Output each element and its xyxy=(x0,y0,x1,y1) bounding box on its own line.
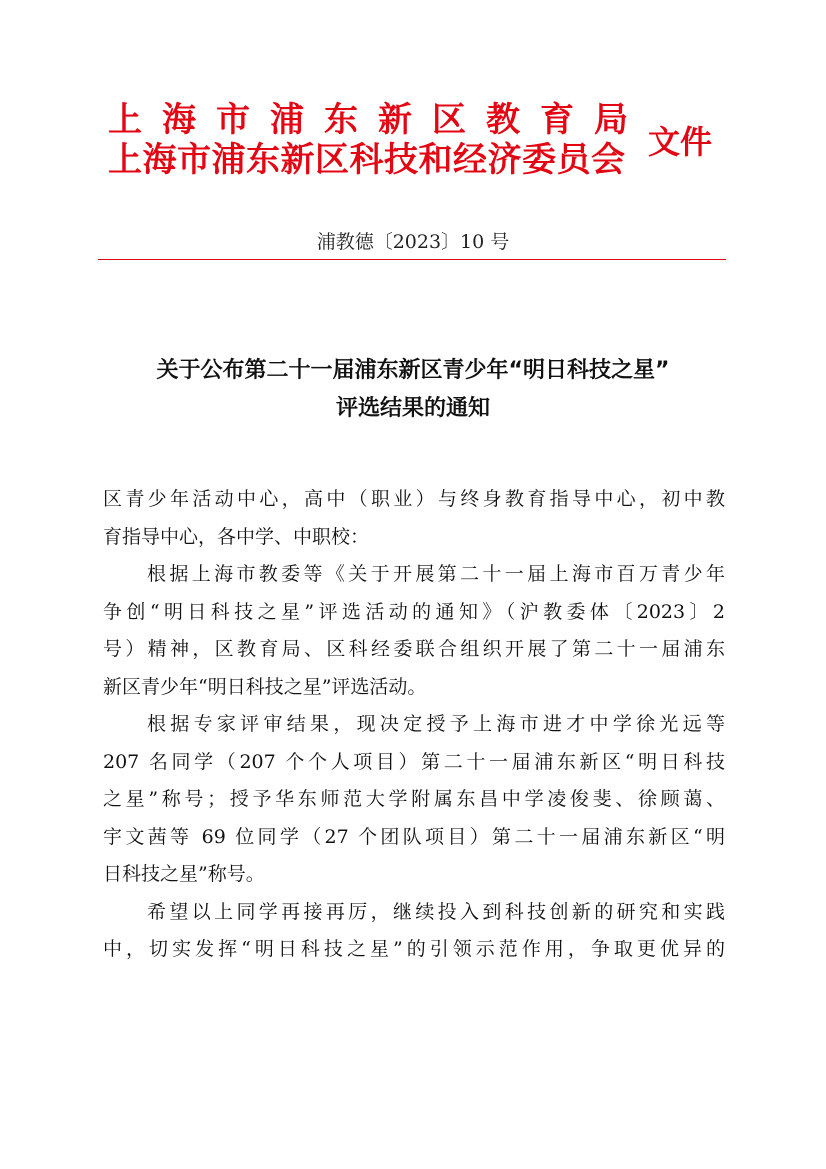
issuer-science-economy-committee: 上海市浦东新区科技和经济委员会 xyxy=(108,140,626,180)
paragraph-1-line: 根据上海市教委等《关于开展第二十一届上海市百万青少年 xyxy=(147,563,725,585)
document-number: 浦教德〔2023〕10 号 xyxy=(316,231,510,253)
document-header xyxy=(108,98,728,198)
paragraph-2-line: 之星”称号；授予华东师范大学附属东昌中学凌俊斐、徐顾蔼、 xyxy=(103,788,725,810)
title-line-2: 评选结果的通知 xyxy=(335,396,490,421)
paragraph-2-line: 宇文茜等 69 位同学（27 个团队项目）第二十一届浦东新区“明 xyxy=(103,825,725,848)
paragraph-1-line: 新区青少年“明日科技之星”评选活动。 xyxy=(103,675,427,698)
document-type-label: 文件 xyxy=(648,123,713,161)
issuer-education-bureau: 上 海 市 浦 东 新 区 教 育 局 xyxy=(108,100,628,140)
paragraph-2-line: 日科技之星”称号。 xyxy=(103,863,265,885)
paragraph-3-line: 希望以上同学再接再厉，继续投入到科技创新的研究和实践 xyxy=(147,900,725,923)
title-line-1: 关于公布第二十一届浦东新区青少年“明日科技之星” xyxy=(156,358,670,383)
paragraph-2-line: 根据专家评审结果，现决定授予上海市进才中学徐光远等 xyxy=(147,713,725,735)
document-body xyxy=(103,481,725,969)
red-divider-line xyxy=(98,259,726,260)
recipients-line: 育指导中心，各中学、中职校： xyxy=(103,525,370,548)
paragraph-1-line: 争创“明日科技之星”评选活动的通知》（沪教委体〔2023〕2 xyxy=(103,600,725,623)
paragraph-3-line: 中，切实发挥“明日科技之星”的引领示范作用，争取更优异的 xyxy=(103,938,725,960)
paragraph-1-line: 号）精神，区教育局、区科经委联合组织开展了第二十一届浦东 xyxy=(103,638,725,660)
paragraph-2-line: 207 名同学（207 个个人项目）第二十一届浦东新区“明日科技 xyxy=(103,750,725,773)
recipients-line: 区青少年活动中心，高中（职业）与终身教育指导中心，初中教 xyxy=(103,488,725,510)
document-title xyxy=(98,352,728,428)
